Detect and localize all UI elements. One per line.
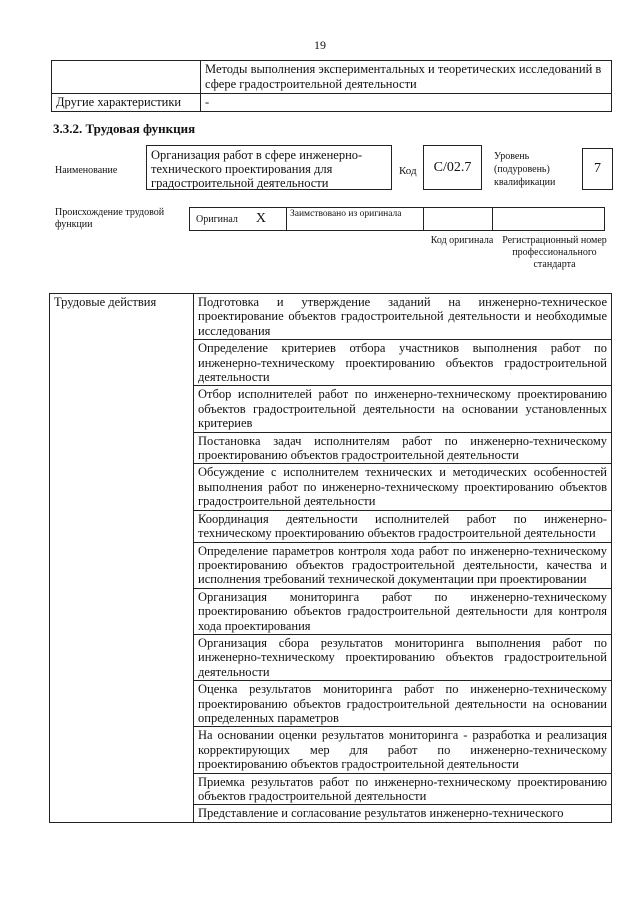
table-row [52, 61, 612, 94]
labor-action-item: Постановка задач исполнителям работ по инженерно-техническому проектированию объектов градостроительной деятельности [194, 432, 612, 464]
original-mark: X [255, 211, 267, 226]
other-characteristics-label: Другие характеристики [52, 94, 201, 112]
name-label: Наименование [55, 165, 118, 176]
original-code-cell [423, 207, 493, 231]
methods-cell: Методы выполнения экспериментальных и теоретических исследований в сфере градостроительной деятельности [201, 61, 612, 94]
labor-actions-table [49, 293, 612, 823]
table-row [50, 294, 612, 340]
original-code-caption: Код оригинала [430, 235, 494, 246]
labor-action-item: Отбор исполнителей работ по инженерно-техническому проектированию объектов градостроительной деятельности на основании установленных критериев [194, 386, 612, 432]
labor-action-item: Определение параметров контроля хода работ по инженерно-техническому проектированию объектов градостроительной деятельности, качества и исполнения требований технической документации при проектировании [194, 542, 612, 588]
section-title: 3.3.2. Трудовая функция [53, 121, 196, 136]
labor-action-item: На основании оценки результатов мониторинга - разработка и реализация корректирующих мер для работ по инженерно-техническому проектированию объектов градостроительной деятельности [194, 727, 612, 773]
characteristics-table [51, 60, 612, 112]
labor-action-item: Обсуждение с исполнителем технических и методических особенностей выполнения работ по инженерно-техническому проектированию объектов градостроительной деятельности [194, 464, 612, 510]
labor-action-item: Организация мониторинга работ по инженерно-техническому проектированию объектов градостроительной деятельности для контроля хода проектирования [194, 588, 612, 634]
original-cell [189, 207, 287, 231]
labor-action-item: Представление и согласование результатов инженерно-технического [194, 805, 612, 822]
labor-action-item: Определение критериев отбора участников выполнения работ по инженерно-техническому проектированию объектов градостроительной деятельности [194, 340, 612, 386]
page-number: 19 [314, 38, 326, 52]
table-row [52, 94, 612, 112]
labor-action-item: Приемка результатов работ по инженерно-техническому проектированию объектов градостроительной деятельности [194, 773, 612, 805]
labor-action-item: Подготовка и утверждение заданий на инженерно-техническое проектирование объектов градостроительной деятельности и необходимые исследования [194, 294, 612, 340]
labor-actions-label: Трудовые действия [50, 294, 194, 823]
labor-action-item: Координация деятельности исполнителей работ по инженерно-техническому проектированию объектов градостроительной деятельности [194, 510, 612, 542]
labor-action-item: Оценка результатов мониторинга работ по инженерно-техническому проектированию объектов градостроительной деятельности на основании определенных параметров [194, 681, 612, 727]
code-label: Код [399, 165, 417, 177]
function-name: Организация работ в сфере инженерно-технического проектирования для градостроительной деятельности [146, 145, 392, 190]
empty-cell [52, 61, 201, 94]
labor-action-item: Организация сбора результатов мониторинга выполнения работ по инженерно-техническому проектированию объектов градостроительной деятельности [194, 634, 612, 680]
function-code: С/02.7 [423, 145, 482, 190]
original-label: Оригинал [196, 213, 238, 225]
borrowed-label: Заимствовано из оригинала [286, 207, 424, 231]
level-label: Уровень (подуровень) квалификации [494, 151, 556, 188]
origin-row [190, 207, 605, 231]
qualification-level: 7 [582, 148, 613, 190]
registration-number-caption: Регистрационный номер профессионального стандарта [502, 235, 607, 270]
labor-actions-body [50, 294, 612, 823]
registration-number-cell [492, 207, 605, 231]
other-characteristics-value: - [201, 94, 612, 112]
origin-label: Происхождение трудовой функции [55, 207, 165, 230]
